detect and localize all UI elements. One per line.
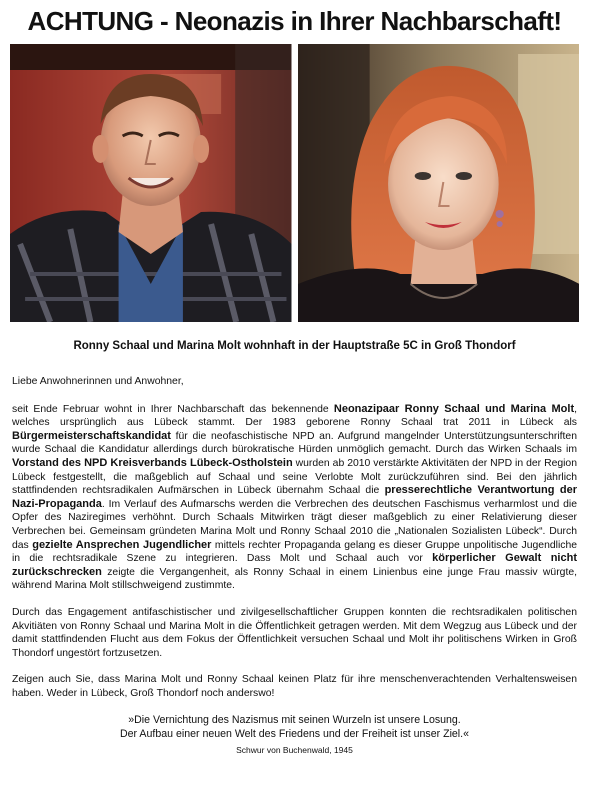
p1-bold-2: Bürgermeisterschaftskandidat — [12, 429, 171, 442]
quote-line-1: »Die Vernichtung des Nazismus mit seinen Wurzeln ist unsere Losung. — [128, 714, 461, 727]
p1-text-7: zeigte die Vergangenheit, als Ronny Schaal in einem Linienbus eine junge Frau massiv würgte, während Marina Molt stillschweigend zustimmte. — [12, 566, 577, 592]
p1-text-3: für die neofaschistische NPD an. Aufgrund mangelnder Unterstützungsunterschriften wurde Schaal die Kandidatur allerdings durch bürokratische Hürden unmöglich gemacht. Durch das Wirken Schaals im — [12, 430, 577, 456]
p1-text-2: , welches ursprünglich aus Lübeck stammt. Der 1983 geborene Ronny Schaal trat 2011 in Lübeck als — [12, 403, 578, 429]
p1-bold-1: Neonazipaar Ronny Schaal und Marina Molt — [333, 402, 575, 415]
male-portrait-photo — [10, 44, 292, 322]
greeting: Liebe Anwohnerinnen und Anwohner, — [12, 376, 184, 387]
p1-text-4: wurden ab 2010 verstärkte Aktivitäten der NPD in der Region Lübeck festgestellt, die maßgeblich auf Schaal und seine Verlobte Molt zurückzuführen sind. Bei den jährlich stattfindenden rechtsradikalen Aufmärschen in Lübeck übernahm Schaal die — [12, 457, 577, 497]
paragraph-2: Durch das Engagement antifaschistischer und zivilgesellschaftlicher Gruppen konnten die rechtsradikalen politischen Akvitiäten von Ronny Schaal und Marina Molt in die Öffentlichkeit getragen werden. Mit dem Wegzug aus Lübeck und der damit stattfindenden Flucht aus dem Fokus der Öffentlichkeit versuchen Schaal und Molt ihr politischens Wirken in Groß Thondorf ungestört fortzusetzen. — [12, 606, 577, 659]
p1-text-1: seit Ende Februar wohnt in Ihrer Nachbarschaft das bekennende — [12, 403, 334, 415]
p1-bold-4: presserechtliche Verantwortung der Nazi-Propaganda — [12, 484, 577, 510]
p1-text-6: mittels rechter Propaganda gelang es dieser Gruppe unpolitische Jugendliche in die rechtsradikale Szene zu integrieren. Dass Molt und Schaal auch vor — [12, 539, 578, 565]
paragraph-3: Zeigen auch Sie, dass Marina Molt und Ronny Schaal keinen Platz für ihre menschenverachtenden Verhaltensweisen haben. Weder in Lübeck, Groß Thondorf noch anderswo! — [12, 674, 577, 699]
p1-bold-6: körperlicher Gewalt nicht zurückschrecken — [12, 552, 577, 578]
p1-bold-3: Vorstand des NPD Kreisverbands Lübeck-Ostholstein — [12, 456, 293, 469]
quote-line-2: Der Aufbau einer neuen Welt des Friedens und der Freiheit ist unser Ziel.« — [120, 728, 469, 741]
female-portrait-icon — [298, 44, 580, 322]
p1-text-5: . Im Verlauf des Aufmarschs werden die Verbrechen des deutschen Faschismus verharmlost und die Opfer des Naziregimes verhöhnt. Durch Schaals Mitwirken trägt dieser maßgeblich zu einer Relativierung dieser Verbrechen bei. Gemeinsam gründeten Marina Molt und Ronny Schaal 2010 die „Nationalen Sozialisten Lübeck“. Durch das — [12, 498, 577, 551]
quote-source: Schwur von Buchenwald, 1945 — [236, 745, 353, 756]
photo-row — [10, 44, 579, 322]
paragraph-1 — [12, 403, 577, 593]
closing-quote — [10, 713, 579, 756]
male-portrait-icon — [10, 44, 292, 322]
body-text — [10, 375, 579, 700]
female-portrait-photo — [298, 44, 580, 322]
photo-caption: Ronny Schaal und Marina Molt wohnhaft in der Hauptstraße 5C in Groß Thondorf — [73, 340, 516, 352]
p1-bold-5: gezielte Ansprechen Jugendlicher — [32, 538, 212, 551]
headline: ACHTUNG - Neonazis in Ihrer Nachbarschaft! — [27, 6, 562, 36]
